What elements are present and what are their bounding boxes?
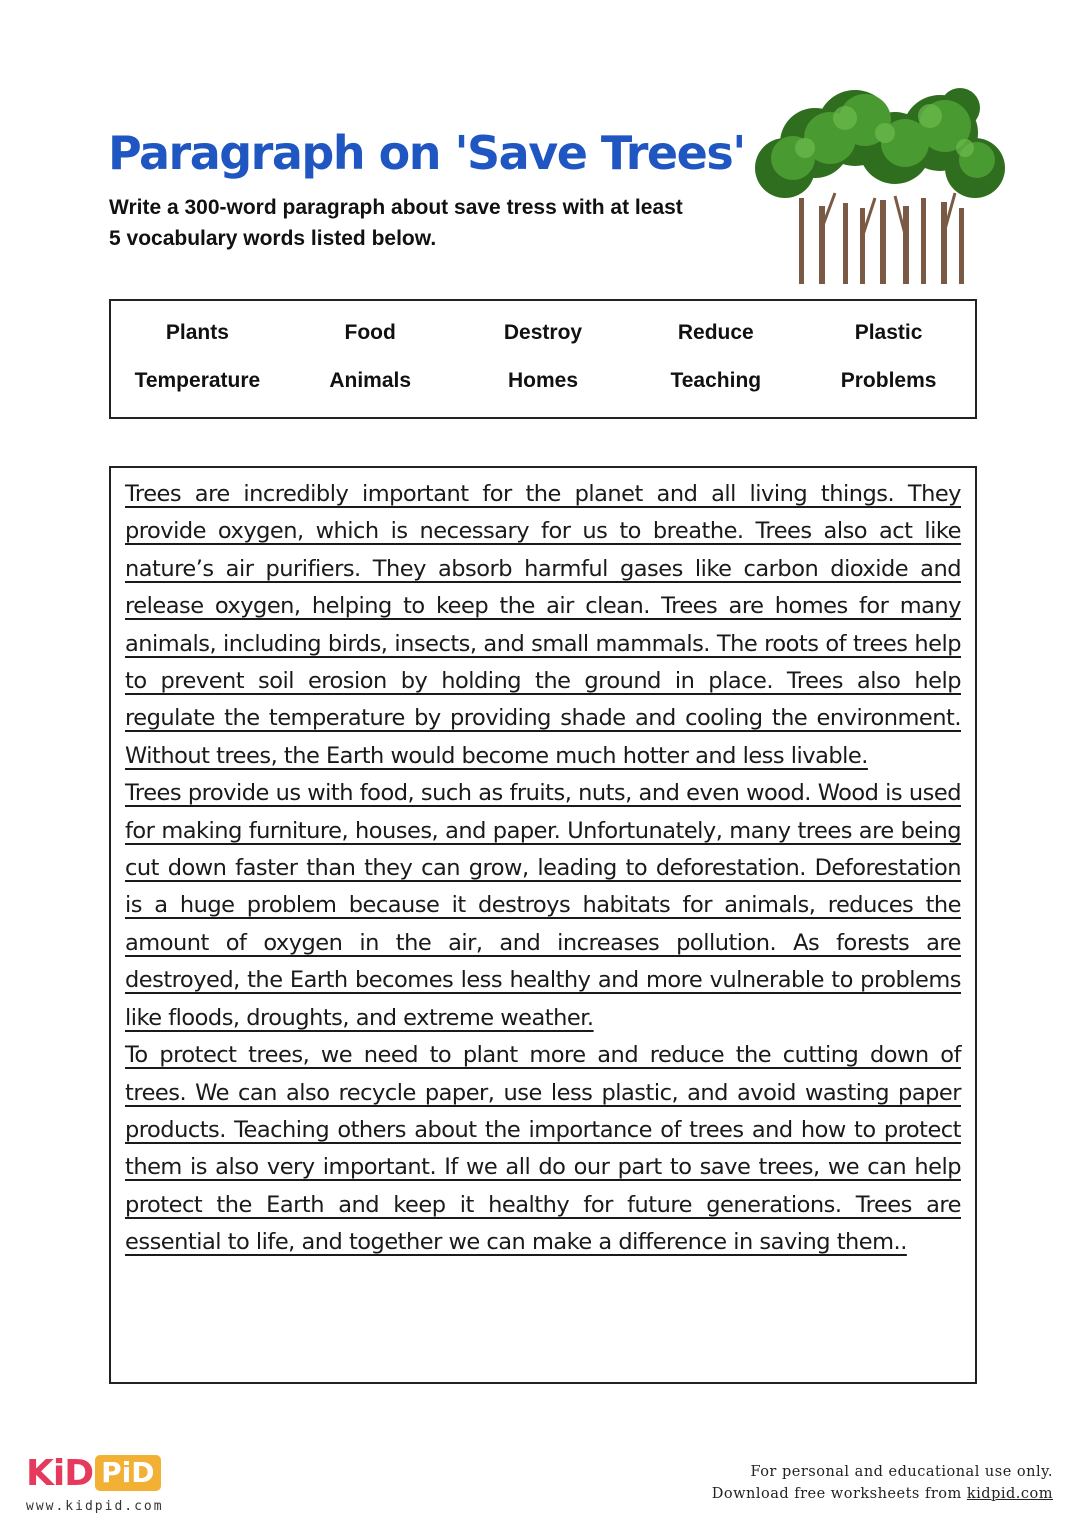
vocabulary-row-1 (111, 321, 975, 345)
page-title: Paragraph on 'Save Trees' (108, 126, 745, 180)
logo-pid-text: PiD (95, 1455, 160, 1491)
paragraph-3: To protect trees, we need to plant more and reduce the cutting down of trees. We can also recycle paper, use less plastic, and avoid wasting paper products. Teaching others about the importance of trees and how to protect them is also very important. If we all do our part to save trees, we can help protect the Earth and keep it healthy for future generations. Trees are essential to life, and together we can make a difference in saving them.. (125, 1042, 961, 1256)
instruction-line-2: 5 vocabulary words listed below. (109, 227, 437, 250)
instructions (109, 192, 749, 254)
vocab-word: Teaching (670, 369, 762, 392)
vocab-word: Reduce (677, 321, 754, 344)
vocab-word: Homes (507, 369, 578, 392)
vocab-word: Temperature (134, 369, 261, 392)
footer-line-2 (712, 1483, 1053, 1505)
footer-notice (712, 1461, 1053, 1505)
vocabulary-row-2 (111, 369, 975, 393)
vocab-word: Problems (840, 369, 937, 392)
vocab-word: Destroy (503, 321, 583, 344)
vocabulary-box (109, 299, 977, 419)
paragraph-2: Trees provide us with food, such as fruits, nuts, and even wood. Wood is used for making furniture, houses, and paper. Unfortunately, many trees are being cut down faster than they can grow, leading to deforestation. Deforestation is a huge problem because it destroys habitats for animals, reduces the amount of oxygen in the air, and increases pollution. As forests are destroyed, the Earth becomes less healthy and more vulnerable to problems like floods, droughts, and extreme weather. (125, 780, 961, 1031)
paragraph-1: Trees are incredibly important for the planet and all living things. They provide oxygen, which is necessary for us to breathe. Trees also act like nature’s air purifiers. They absorb harmful gases like carbon dioxide and release oxygen, helping to keep the air clean. Trees are homes for many animals, including birds, insects, and small mammals. The roots of trees help to prevent soil erosion by holding the ground in place. Trees also help regulate the temperature by providing shade and cooling the environment. Without trees, the Earth would become much hotter and less livable. (125, 481, 961, 769)
paragraph-box (109, 466, 977, 1384)
logo-mark (26, 1453, 164, 1493)
vocab-word: Plants (165, 321, 229, 344)
trees-illustration-icon (745, 88, 1010, 288)
kidpid-link[interactable]: kidpid.com (966, 1486, 1053, 1502)
vocab-word: Plastic (854, 321, 923, 344)
footer-line-1: For personal and educational use only. (750, 1464, 1053, 1480)
logo-kid-text: KiD (26, 1452, 94, 1494)
logo-url: www.kidpid.com (26, 1499, 164, 1514)
kidpid-logo (26, 1453, 164, 1514)
vocab-word: Food (344, 321, 396, 344)
footer-line-2-prefix: Download free worksheets from (711, 1486, 967, 1502)
vocab-word: Animals (329, 369, 412, 392)
instruction-line-1: Write a 300-word paragraph about save tress with at least (109, 196, 683, 219)
